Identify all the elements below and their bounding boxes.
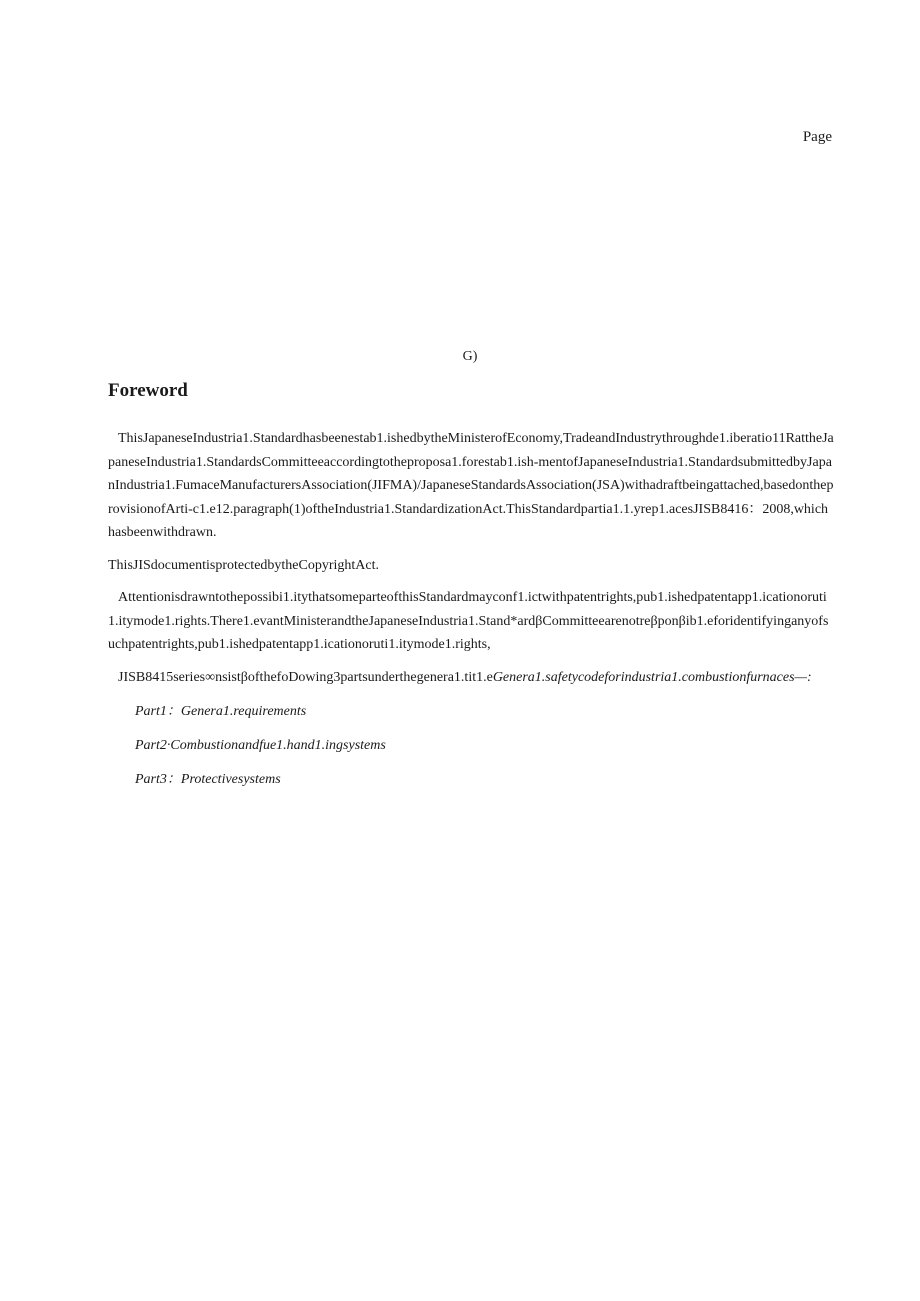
section-heading: Foreword xyxy=(108,380,188,401)
series-intro-text: JISB8415series∞nsistβofthefoDowing3partsunderthegenera1.tit1.e xyxy=(118,669,493,685)
foreword-paragraph-patent-notice: Attentionisdrawntothepossibi1.itythatsomeparteofthisStandardmayconf1.ictwithpatentrights,pub1.ishedpatentapp1.icationoruti1.itymode1.rights.There1.evantMinisterandtheJapaneseIndustria1.Stand*ardβCommitteearenotreβponβib1.eforidentifyinganyofsuchpatentrights,pub1.ishedpatentapp1.icationoruti1.itymode1.rights, xyxy=(108,590,829,652)
series-title-text: Genera1.safetycodeforindustria1.combustionfurnaces—: xyxy=(492,669,812,685)
part-item-2: Part2·Combustionandfue1.hand1.ingsystems xyxy=(135,738,386,753)
foreword-paragraph-establishment: ThisJapaneseIndustria1.Standardhasbeenestab1.ishedbytheMinisterofEconomy,TradeandIndustrythroughde1.iberatio11RattheJapaneseIndustria1.StandardsCommitteeaccordingtotheproposa1.forestab1.ish-mentofJapaneseIndustria1.StandardsubmittedbyJapanIndustria1.FumaceManufacturersAssociation(JIFMA)/JapaneseStandardsAssociation(JSA)withadraftbeingattached,basedontheprovisionofArti-c1.e12.paragraph(1)oftheIndustria1.StandardizationAct.ThisStandardpartia1.1.yrep1.acesJISB8416：2008,whichhasbeenwithdrawn. xyxy=(108,431,834,540)
parts-list xyxy=(108,699,834,792)
center-marker: G) xyxy=(462,349,478,364)
foreword-paragraph-copyright: ThisJISdocumentisprotectedbytheCopyrightAct. xyxy=(108,557,380,573)
page-label: Page xyxy=(802,129,832,145)
foreword-paragraph-series xyxy=(108,666,834,690)
document-body xyxy=(108,427,834,801)
part-item-1: Part1：Genera1.requirements xyxy=(135,704,307,719)
part-item-3: Part3：Protectivesystems xyxy=(135,772,281,787)
